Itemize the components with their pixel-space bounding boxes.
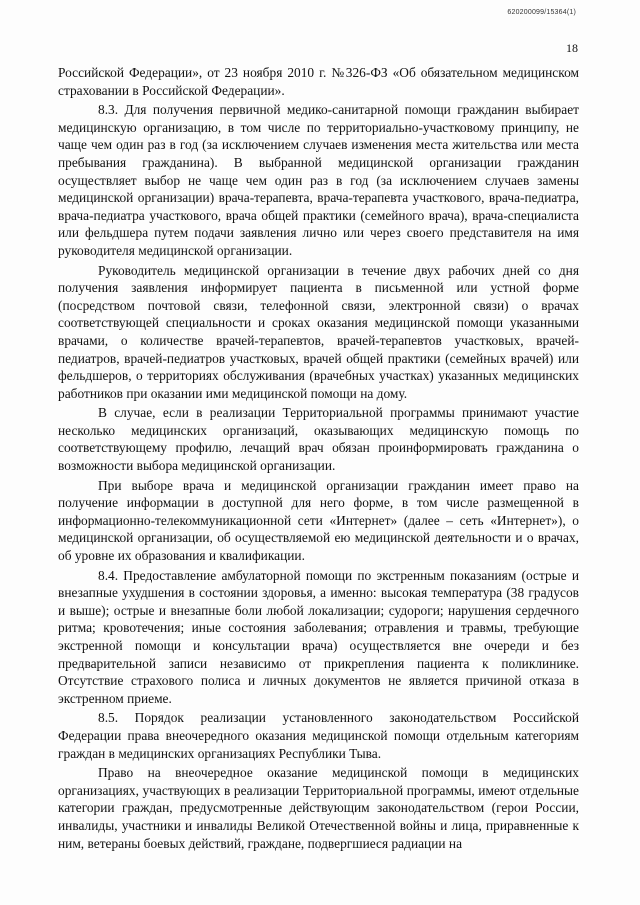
paragraph-multiple-organizations: В случае, если в реализации Территориальной программы принимают участие несколько медицинских организаций, оказывающих медицинскую помощь по соответствующему профилю, лечащий врач обязан проинформировать гражданина о возможности выбора медицинской организации. [58,405,579,474]
paragraph-8-5: 8.5. Порядок реализации установленного законодательством Российской Федерации права внеочередного оказания медицинской помощи отдельным категориям граждан в медицинских организациях Республики Тыва. [58,710,579,761]
document-body [58,64,579,852]
paragraph-continuation: Российской Федерации», от 23 ноября 2010 г. №326-ФЗ «Об обязательном медицинском страховании в Российской Федерации». [58,65,579,98]
paragraph-head-informs: Руководитель медицинской организации в течение двух рабочих дней со дня получения заявления информирует пациента в письменной или устной форме (посредством почтовой связи, телефонной связи, электронной связи) о врачах соответствующей специальности и сроках оказания медицинской помощи указанными врачами, о количестве врачей-терапевтов, врачей-терапевтов участковых, врачей-педиатров, врачей-педиатров участковых, врачей общей практики (семейных врачей) или фельдшеров, о территориях обслуживания (врачебных участках) указанных медицинских работников при оказании ими медицинской помощи на дому. [58,262,579,401]
paragraph-8-3: 8.3. Для получения первичной медико-санитарной помощи гражданин выбирает медицинскую организацию, в том числе по территориально-участковому принципу, не чаще чем один раз в год (за исключением случаев изменения места жительства или места пребывания гражданина). В выбранной медицинской организации гражданин осуществляет выбор не чаще чем один раз в год (за исключением случаев замены медицинской организации) врача-терапевта, врача-терапевта участкового, врача-педиатра, врача-педиатра участкового, врача общей практики (семейного врача), врача-специалиста или фельдшера путем подачи заявления лично или через своего представителя на имя руководителя медицинской организации. [58,102,579,258]
page-number: 18 [566,41,578,55]
paragraph-right-to-information: При выборе врача и медицинской организации гражданин имеет право на получение информации в доступной для него форме, в том числе размещенной в информационно-телекоммуникационной сети «Интернет» (далее – сеть «Интернет»), о медицинской организации, об осуществляемой ею медицинской деятельности и о врачах, об уровне их образования и квалификации. [58,477,579,564]
paragraph-priority-care: Право на внеочередное оказание медицинской помощи в медицинских организациях, участвующих в реализации Территориальной программы, имеют отдельные категории граждан, предусмотренные действующим законодательством (герои России, инвалиды, участники и инвалиды Великой Отечественной войны и лица, приравненные к ним, ветераны боевых действий, граждане, подвергшиеся радиации на [58,765,579,851]
document-id: 620200099/15364(1) [507,9,576,16]
paragraph-8-4: 8.4. Предоставление амбулаторной помощи по экстренным показаниям (острые и внезапные ухудшения в состоянии здоровья, а именно: высокая температура (38 градусов и выше); острые и внезапные боли любой локализации; судороги; нарушения сердечного ритма; кровотечения; иные состояния заболевания; отравления и травмы, требующие экстренной помощи и консультации врача) осуществляется вне очереди и без предварительной записи независимо от прикрепления пациента к поликлинике. Отсутствие страхового полиса и личных документов не является причиной отказа в экстренном приеме. [58,567,579,706]
